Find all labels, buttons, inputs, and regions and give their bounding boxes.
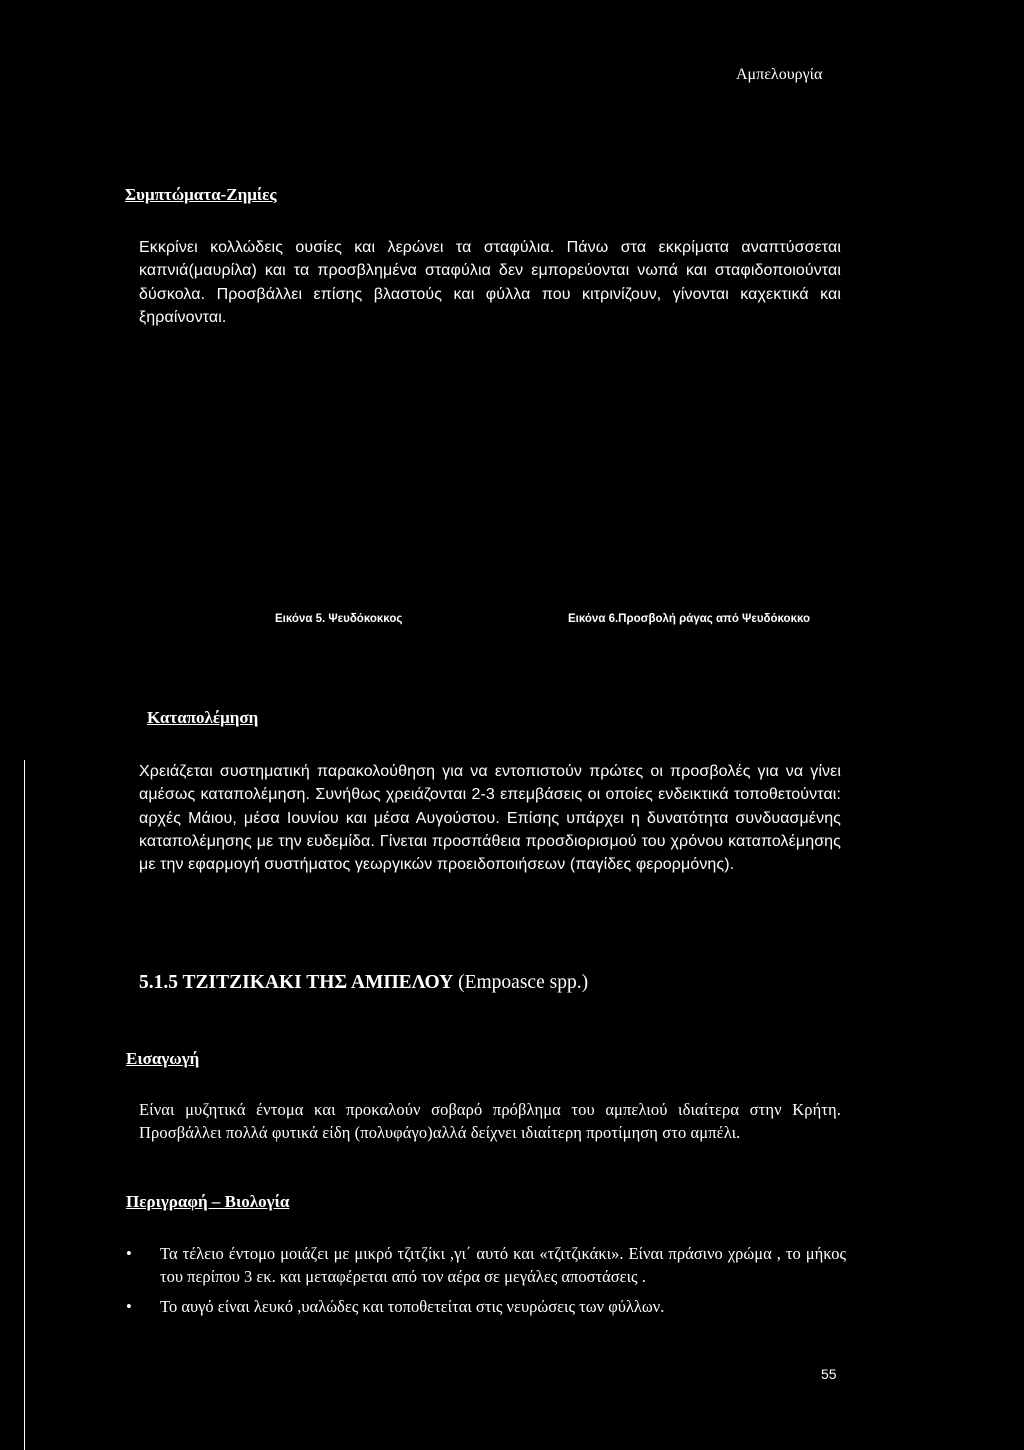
- symptoms-paragraph: Εκκρίνει κολλώδεις ουσίες και λερώνει τα σταφύλια. Πάνω στα εκκρίματα αναπτύσσεται καπνιά(μαυρίλα) και τα προσβλημένα σταφύλια δεν εμπορεύονται νωπά και σταφιδοποιούνται δύσκολα. Προσβάλλει επίσης βλαστούς και φύλλα που κιτρινίζουν, γίνονται καχεκτικά και ξηραίνονται.: [139, 239, 841, 326]
- description-bullet-list: [126, 1242, 846, 1324]
- intro-paragraph: Είναι μυζητικά έντομα και προκαλούν σοβαρό πρόβλημα του αμπελιού ιδιαίτερα στην Κρήτη. Προσβάλλει πολλά φυτικά είδη (πολυφάγο)αλλά δείχνει ιδιαίτερη προτίμηση στο αμπέλι.: [139, 1100, 841, 1143]
- description-heading: Περιγραφή – Βιολογία: [126, 1192, 290, 1211]
- bullet-text: Το αυγό είναι λευκό ,υαλώδες και τοποθετείται στις νευρώσεις των φύλλων.: [160, 1296, 665, 1316]
- running-header: Αμπελουργία: [736, 66, 823, 83]
- symptoms-heading: Συμπτώματα-Ζημίες: [125, 185, 277, 204]
- section-title: [139, 972, 588, 994]
- figure-6-caption: Εικόνα 6.Προσβολή ράγας από Ψευδόκοκκο: [568, 613, 811, 625]
- page-number: 55: [821, 1366, 837, 1382]
- control-paragraph: Χρειάζεται συστηματική παρακολούθηση για να εντοπιστούν πρώτες οι προσβολές για να γίνει αμέσως καταπολέμηση. Συνήθως χρειάζονται 2-3 επεμβάσεις οι οποίες ενδεικτικά τοποθετούνται: αρχές Μάιου, μέσα Ιουνίου και μέσα Αυγούστου. Επίσης υπάρχει η δυνατότητα συνδυασμένης καταπολέμησης με την ευδεμίδα. Γίνεται προσπάθεια προσδιορισμού του χρόνου καταπολέμησης με την εφαρμογή συστήματος γεωργικών προειδοποιήσεων (παγίδες φερορμόνης).: [139, 763, 841, 874]
- bullet-text: Τα τέλειο έντομο μοιάζει με μικρό τζιτζίκι ,γι΄ αυτό και «τζιτζικάκι». Είναι πράσινο χρώμα , το μήκος του περίπου 3 εκ. και μεταφέρεται από τον αέρα σε μεγάλες αποστάσεις .: [160, 1244, 846, 1287]
- left-margin-line: [24, 760, 25, 1450]
- list-item: [126, 1242, 846, 1289]
- figure-5-caption: Εικόνα 5. Ψευδόκοκκος: [275, 613, 403, 625]
- section-latin-name: (Empoasce spp.): [458, 972, 589, 993]
- intro-heading: Εισαγωγή: [126, 1049, 200, 1068]
- list-item: [126, 1295, 846, 1318]
- section-number-title: 5.1.5 ΤΖΙΤΖΙΚΑΚΙ ΤΗΣ ΑΜΠΕΛΟΥ: [139, 972, 454, 993]
- control-heading: Καταπολέμηση: [147, 708, 259, 727]
- bullet-icon: •: [126, 1296, 132, 1316]
- bullet-icon: •: [126, 1244, 132, 1263]
